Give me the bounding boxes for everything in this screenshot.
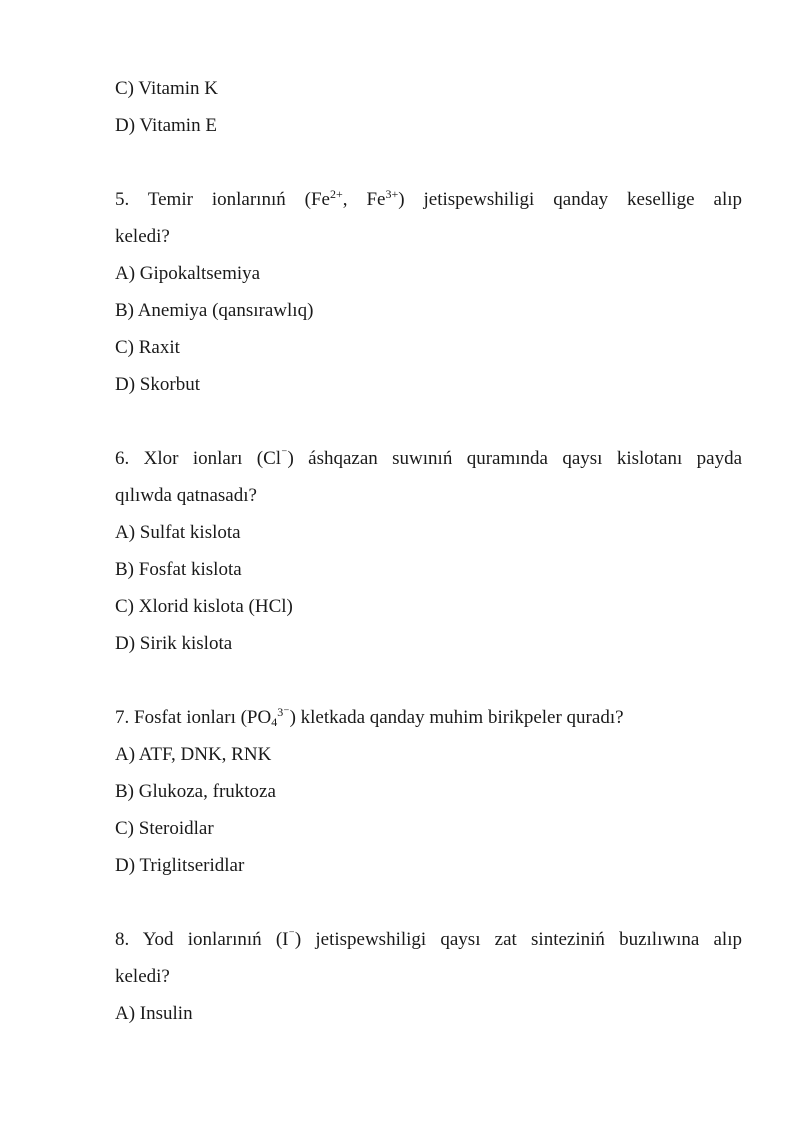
q5-option-a: A) Gipokaltsemiya xyxy=(115,263,261,284)
spacer xyxy=(115,662,742,699)
q8-question-line-2: keledi? xyxy=(115,966,170,987)
q8-question-line-1: 8. Yod ionlarınıń (I⁻) jetispewshiligi qaysı zat sinteziniń buzılıwına alıp xyxy=(115,927,742,950)
q7-option-d: D) Triglitseridlar xyxy=(115,855,245,876)
q5-option-c: C) Raxit xyxy=(115,337,180,358)
q5-option-d: D) Skorbut xyxy=(115,374,200,395)
q7-option-a: A) ATF, DNK, RNK xyxy=(115,744,272,765)
q6-option-c: C) Xlorid kislota (HCl) xyxy=(115,596,293,617)
q6-option-d: D) Sirik kislota xyxy=(115,633,233,654)
q7-option-b: B) Glukoza, fruktoza xyxy=(115,781,276,802)
q7-option-c: C) Steroidlar xyxy=(115,818,214,839)
q5-question-line-1: 5. Temir ionlarınıń ($Fe^{2+}$, $Fe^{3+}$) jetispewshiligi qanday kesellige alıp xyxy=(115,187,743,210)
q8-option-a: A) Insulin xyxy=(115,1003,193,1024)
q6-question-line-2: qılıwda qatnasadı? xyxy=(115,485,257,506)
spacer xyxy=(115,884,742,921)
q6-option-a: A) Sulfat kislota xyxy=(115,522,241,543)
spacer xyxy=(115,403,742,440)
q4-option-d: D) Vitamin E xyxy=(115,115,217,136)
spacer xyxy=(115,144,742,181)
q7-question-line-1: 7. Fosfat ionları $(PO_4^{3^-})$ kletkada qanday muhim birikpeler quradı? xyxy=(115,705,624,729)
document-page xyxy=(115,70,742,1032)
q4-option-c: C) Vitamin K xyxy=(115,78,219,99)
q5-question-line-2: keledi? xyxy=(115,226,170,247)
q6-question-line-1: 6. Xlor ionları (Cl⁻) áshqazan suwınıń quramında qaysı kislotanı payda xyxy=(115,446,743,469)
q6-option-b: B) Fosfat kislota xyxy=(115,559,242,580)
q5-option-b: B) Anemiya (qansırawlıq) xyxy=(115,300,314,321)
